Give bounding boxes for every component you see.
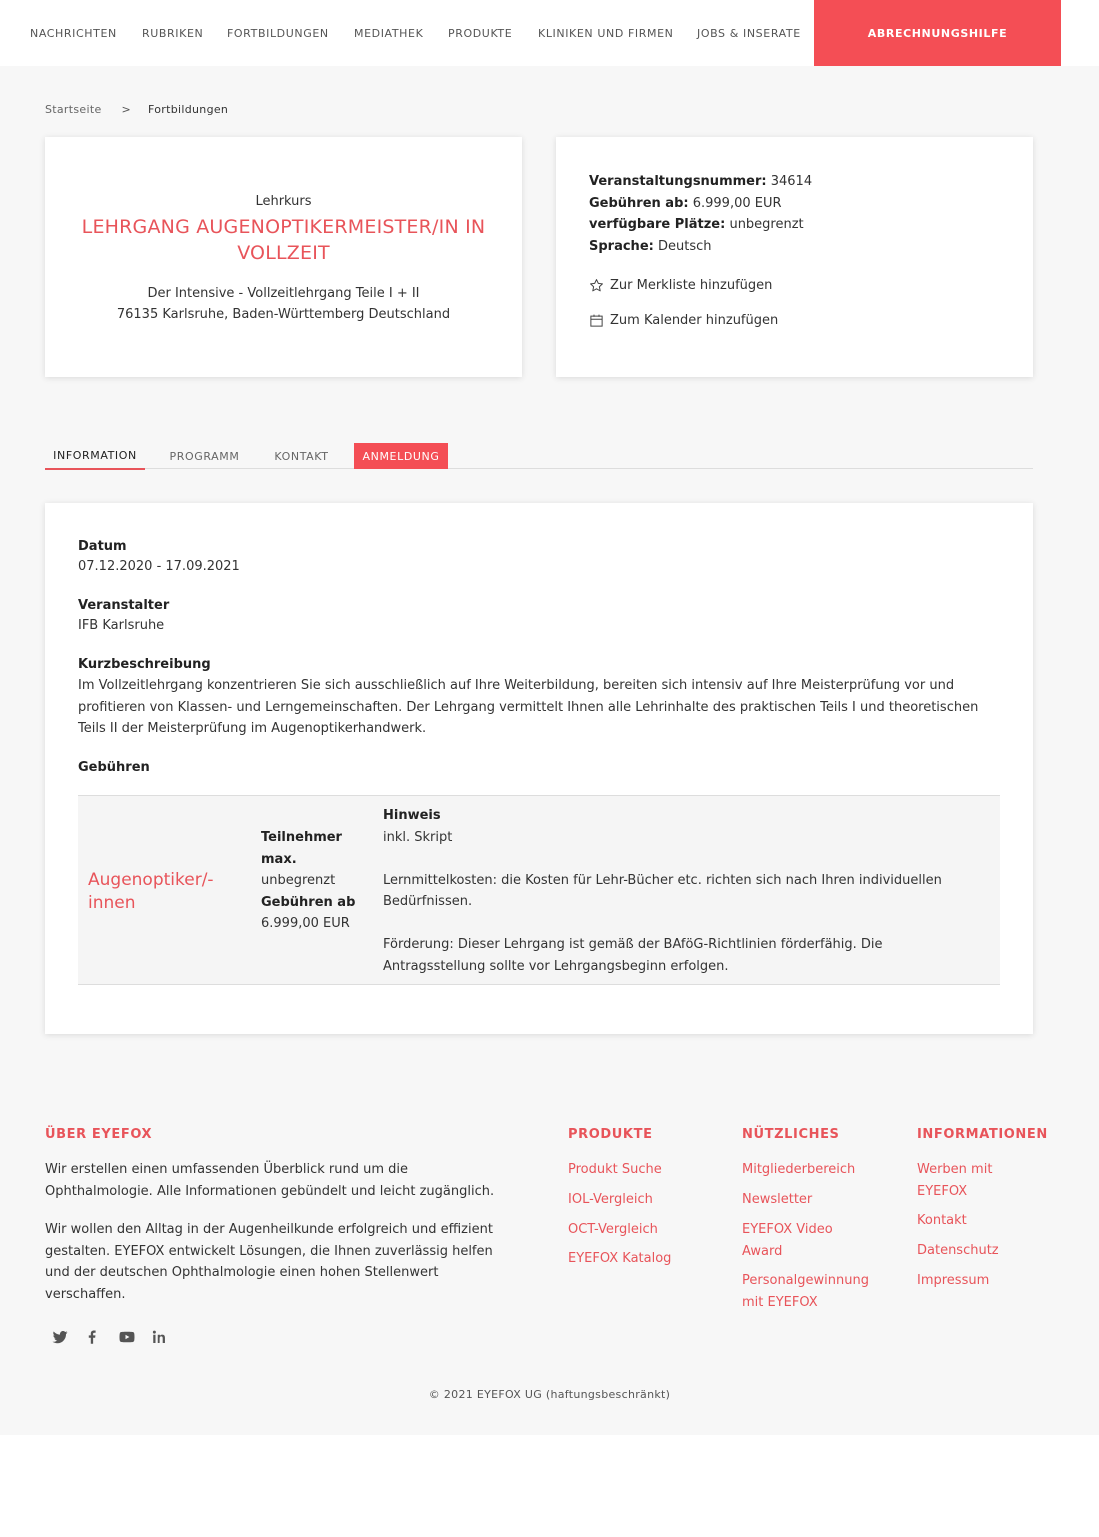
fee-category-line: innen [88, 893, 136, 913]
nav-item-mediathek[interactable]: MEDIATHEK [354, 27, 424, 40]
summary-line: Im Vollzeitlehrgang konzentrieren Sie sich ausschließlich auf Ihre Weiterbildung, bereiten sich intensiv auf Ihre Meisterprüfung vor und [78, 678, 955, 693]
event-subtitle: Der Intensive - Vollzeitlehrgang Teile I + II [147, 286, 420, 301]
add-to-watchlist-label: Zur Merkliste hinzufügen [610, 278, 773, 293]
event-details-card [556, 137, 1033, 377]
footer-link-video-award[interactable] [742, 1219, 833, 1262]
breadcrumb-home[interactable]: Startseite [45, 103, 102, 116]
copyright: © 2021 EYEFOX UG (haftungsbeschränkt) [428, 1388, 671, 1401]
add-to-calendar-button[interactable] [589, 313, 778, 328]
event-details [589, 171, 812, 257]
fee-details-column [261, 827, 361, 935]
event-language-row [589, 236, 812, 258]
summary-text [78, 675, 978, 740]
footer-text-line: Wir wollen den Alltag in der Augenheilkunde erfolgreich und effizient [45, 1222, 493, 1237]
event-number-row [589, 171, 812, 193]
event-title: LEHRGANG AUGENOPTIKERMEISTER/IN IN VOLLZEIT [81, 216, 486, 264]
tab-anmeldung[interactable]: ANMELDUNG [354, 443, 448, 469]
nav-item-nachrichten[interactable]: NACHRICHTEN [30, 27, 117, 40]
nav-item-produkte[interactable]: PRODUKTE [448, 27, 513, 40]
footer-link-impressum[interactable]: Impressum [917, 1273, 990, 1288]
breadcrumb-separator: > [121, 103, 132, 116]
footer-text-line: Ophthalmologie. Alle Informationen gebündelt und leicht zugänglich. [45, 1183, 495, 1199]
fee-label: Gebühren ab [261, 894, 356, 910]
event-header-card [45, 137, 522, 377]
fee-category [88, 869, 214, 915]
participants-label: Teilnehmer [261, 830, 342, 845]
date-label: Datum [78, 539, 127, 554]
tab-programm[interactable]: PROGRAMM [169, 449, 240, 463]
summary-line: profitieren von Klassen- und Lerngemeinschaften. Der Lehrgang vermittelt Ihnen alle Lehrinhalte des praktischen Teils I und theoretischen [78, 699, 979, 715]
event-fee-label: Gebühren ab: [589, 195, 689, 211]
footer-link-iol-vergleich[interactable]: IOL-Vergleich [568, 1192, 653, 1207]
nav-item-rubriken[interactable]: RUBRIKEN [142, 27, 204, 40]
footer-text-line: verschaffen. [45, 1286, 126, 1302]
event-language-label: Sprache: [589, 238, 654, 254]
tab-kontakt[interactable]: KONTAKT [274, 449, 329, 463]
note-item: Bedürfnissen. [383, 894, 473, 909]
fees-label: Gebühren [78, 760, 150, 775]
event-info-card [45, 503, 1033, 1034]
linkedin-icon[interactable] [151, 1328, 169, 1346]
fee-category-line: Augenoptiker/- [88, 870, 214, 890]
summary-label: Kurzbeschreibung [78, 657, 211, 672]
nav-item-kliniken[interactable]: KLINIKEN UND FIRMEN [538, 27, 674, 40]
footer-link-line: mit EYEFOX [742, 1294, 818, 1310]
note-item: Lernmittelkosten: die Kosten für Lehr-Bücher etc. richten sich nach Ihren individuellen [383, 872, 942, 888]
event-seats-row [589, 214, 812, 236]
breadcrumb-current: Fortbildungen [148, 103, 229, 116]
participants-label-cont: max. [261, 851, 297, 867]
footer-about-heading: ÜBER EYEFOX [45, 1127, 153, 1142]
fee-notes-column [383, 805, 983, 977]
nav-item-jobs[interactable]: JOBS & INSERATE [697, 27, 801, 40]
organizer-label: Veranstalter [78, 598, 170, 613]
footer-link-werben[interactable] [917, 1159, 992, 1202]
add-to-calendar-label: Zum Kalender hinzufügen [610, 313, 779, 328]
footer-link-oct-vergleich[interactable]: OCT-Vergleich [568, 1222, 658, 1237]
footer-link-newsletter[interactable]: Newsletter [742, 1192, 813, 1207]
event-subtitle-block [45, 283, 522, 325]
footer-link-kontakt[interactable]: Kontakt [917, 1213, 967, 1228]
organizer-value: IFB Karlsruhe [78, 618, 165, 633]
note-item: inkl. Skript [383, 829, 453, 845]
footer-link-datenschutz[interactable]: Datenschutz [917, 1243, 999, 1258]
fees-table [78, 795, 1000, 985]
event-location: 76135 Karlsruhe, Baden-Württemberg Deutschland [116, 307, 451, 322]
footer-link-line: Personalgewinnung [742, 1273, 869, 1288]
footer-link-line: Award [742, 1243, 783, 1259]
fee-value: 6.999,00 EUR [261, 916, 350, 931]
footer-link-eyefox-katalog[interactable]: EYEFOX Katalog [568, 1251, 672, 1266]
footer-about-text-2 [45, 1219, 515, 1305]
footer-link-line: EYEFOX Video [742, 1222, 833, 1237]
footer-useful-heading: NÜTZLICHES [742, 1127, 840, 1142]
footer-text-line: und der deutschen Ophthalmologie einen hohen Stellenwert [45, 1265, 439, 1280]
event-language-value: Deutsch [657, 238, 712, 254]
footer-link-produkt-suche[interactable]: Produkt Suche [568, 1162, 662, 1177]
twitter-icon[interactable] [51, 1328, 69, 1346]
footer-link-line: EYEFOX [917, 1183, 968, 1199]
footer-link-mitgliederbereich[interactable]: Mitgliederbereich [742, 1162, 856, 1177]
note-item: Förderung: Dieser Lehrgang ist gemäß der BAföG-Richtlinien förderfähig. Die [383, 937, 883, 952]
event-type: Lehrkurs [255, 194, 312, 209]
footer-text-line: gestalten. EYEFOX entwickelt Lösungen, die Ihnen zuverlässig helfen [45, 1243, 493, 1259]
youtube-icon[interactable] [118, 1328, 136, 1346]
tab-information[interactable]: INFORMATION [45, 443, 145, 470]
event-number-label: Veranstaltungsnummer: [589, 174, 767, 189]
footer-link-personalgewinnung[interactable] [742, 1270, 869, 1313]
top-navigation [0, 0, 1099, 66]
add-to-watchlist-button[interactable] [589, 278, 772, 293]
nav-item-fortbildungen[interactable]: FORTBILDUNGEN [227, 27, 329, 40]
event-fee-value: 6.999,00 EUR [692, 195, 782, 211]
star-icon [589, 278, 604, 293]
footer-products-heading: PRODUKTE [568, 1127, 653, 1142]
tab-bar [45, 443, 1033, 469]
footer-text-line: Wir erstellen einen umfassenden Überblick rund um die [45, 1162, 409, 1177]
footer-link-line: Werben mit [917, 1162, 993, 1177]
event-seats-label: verfügbare Plätze: [589, 217, 726, 232]
event-number-value: 34614 [770, 174, 813, 189]
note-item: Antragsstellung sollte vor Lehrgangsbeginn erfolgen. [383, 958, 729, 974]
participants-value: unbegrenzt [261, 873, 336, 888]
event-fee-row [589, 193, 812, 215]
footer-info-heading: INFORMATIONEN [917, 1127, 1048, 1142]
facebook-icon[interactable] [83, 1328, 101, 1346]
breadcrumb [45, 103, 228, 116]
footer-about-text-1 [45, 1159, 515, 1202]
nav-cta-abrechnungshilfe[interactable]: ABRECHNUNGSHILFE [814, 0, 1061, 66]
event-seats-value: unbegrenzt [729, 217, 804, 232]
note-label: Hinweis [383, 808, 441, 823]
date-value: 07.12.2020 - 17.09.2021 [78, 559, 240, 574]
calendar-icon [589, 313, 604, 328]
summary-line: Teils II der Meisterprüfung im Augenoptikerhandwerk. [78, 721, 427, 736]
